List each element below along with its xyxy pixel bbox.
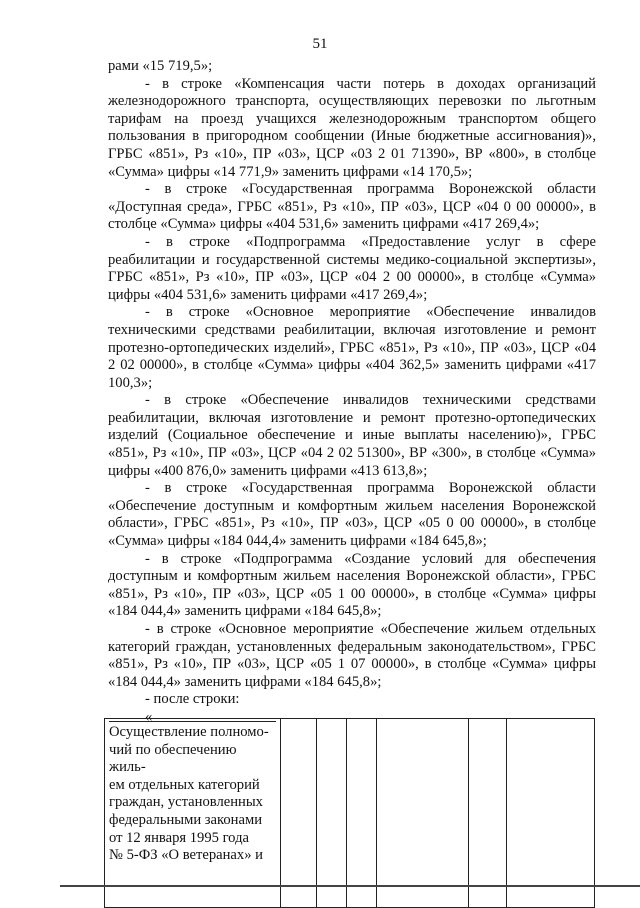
table-cell-vr [469,719,507,908]
paragraph-6: - в строке «Государственная программа Воронежской области «Обеспечение доступным и комфортным жильем населения Воронежской области», ГРБС «851», Рз «10», ПР «03», ЦСР «05 0 00 00000», в столбце «Сумма» цифры «184 044,4» заменить цифрами «184 645,8»; [108,480,596,550]
quote-mark: « [145,708,153,725]
paragraph-5: - в строке «Обеспечение инвалидов техническими средствами реабилитации, включая изготовление и ремонт протезно-ортопедических изделий (Социальное обеспечение и иные выплаты населению)», ГРБС «851», Рз «10», ПР «03», ЦСР «04 2 02 51300», ВР «300», в столбце «Сумма» цифры «400 876,0» заменить цифрами «413 613,8»; [108,392,596,479]
cell-line: ем отдельных категорий [109,776,260,793]
table-cell-rz [317,719,347,908]
paragraph-4: - в строке «Основное мероприятие «Обеспечение инвалидов техническими средствами реабилитации, включая изготовление и ремонт протезно-ортопедических изделий», ГРБС «851», Рз «10», ПР «03», ЦСР «04 2 02 00000», в столбце «Сумма» цифры «404 362,5» заменить цифрами «417 100,3»; [108,304,596,391]
cell-line: № 5-ФЗ «О ветеранах» и [109,847,263,864]
paragraph-3: - в строке «Подпрограмма «Предоставление услуг в сфере реабилитации и государственной системы медико-социальной экспертизы», ГРБС «851», Рз «10», ПР «03», ЦСР «04 2 00 00000», в столбце «Сумма» цифры «404 531,6» заменить цифрами «417 269,4»; [108,233,596,303]
cell-line: Осуществление полномо- [109,724,269,740]
table-row [105,719,595,908]
table-cell-grbs [281,719,317,908]
table-cell-name [105,719,281,908]
table-cell-csr [377,719,469,908]
cell-line: федеральными законами [109,811,263,828]
table-cell-sum [507,719,595,908]
paragraph-2: - в строке «Государственная программа Воронежской области «Доступная среда», ГРБС «851», Рз «10», ПР «03», ЦСР «04 0 00 00000», в столбце «Сумма» цифры «404 531,6» заменить цифрами «417 269,4»; [108,181,596,233]
paragraph-0: рами «15 719,5»; [108,58,213,74]
paragraph-1: - в строке «Компенсация части потерь в доходах организаций железнодорожного транспорта, осуществляющих перевозки по льготным тарифам на проезд учащихся железнодорожным транспортом общего пользования в пригородном сообщении (Иные бюджетные ассигнования)», ГРБС «851», Рз «10», ПР «03», ЦСР «03 2 01 71390», ВР «800», в столбце «Сумма» цифры «14 771,9» заменить цифрами «14 170,5»; [108,75,596,180]
budget-table [104,718,595,908]
cell-line: чий по обеспечению жиль- [109,741,237,776]
cell-line: граждан, установленных [109,794,263,811]
paragraph-8: - в строке «Основное мероприятие «Обеспечение жильем отдельных категорий граждан, установленных федеральным законодательством», ГРБС «851», Рз «10», ПР «03», ЦСР «05 1 07 00000», в столбце «Сумма» цифры «184 044,4» заменить цифрами «184 645,8»; [108,621,596,690]
page-bottom-rule [60,885,640,887]
paragraph-7: - в строке «Подпрограмма «Создание условий для обеспечения доступным и комфортным жильем населения Воронежской области», ГРБС «851», Рз «10», ПР «03», ЦСР «05 1 00 00000», в столбце «Сумма» цифры «184 044,4» заменить цифрами «184 645,8»; [108,550,596,620]
document-body [108,58,596,726]
page-number: 51 [312,36,328,52]
cell-line: от 12 января 1995 года [109,829,249,846]
table-cell-pr [347,719,377,908]
paragraph-9: - после строки: [145,691,240,708]
